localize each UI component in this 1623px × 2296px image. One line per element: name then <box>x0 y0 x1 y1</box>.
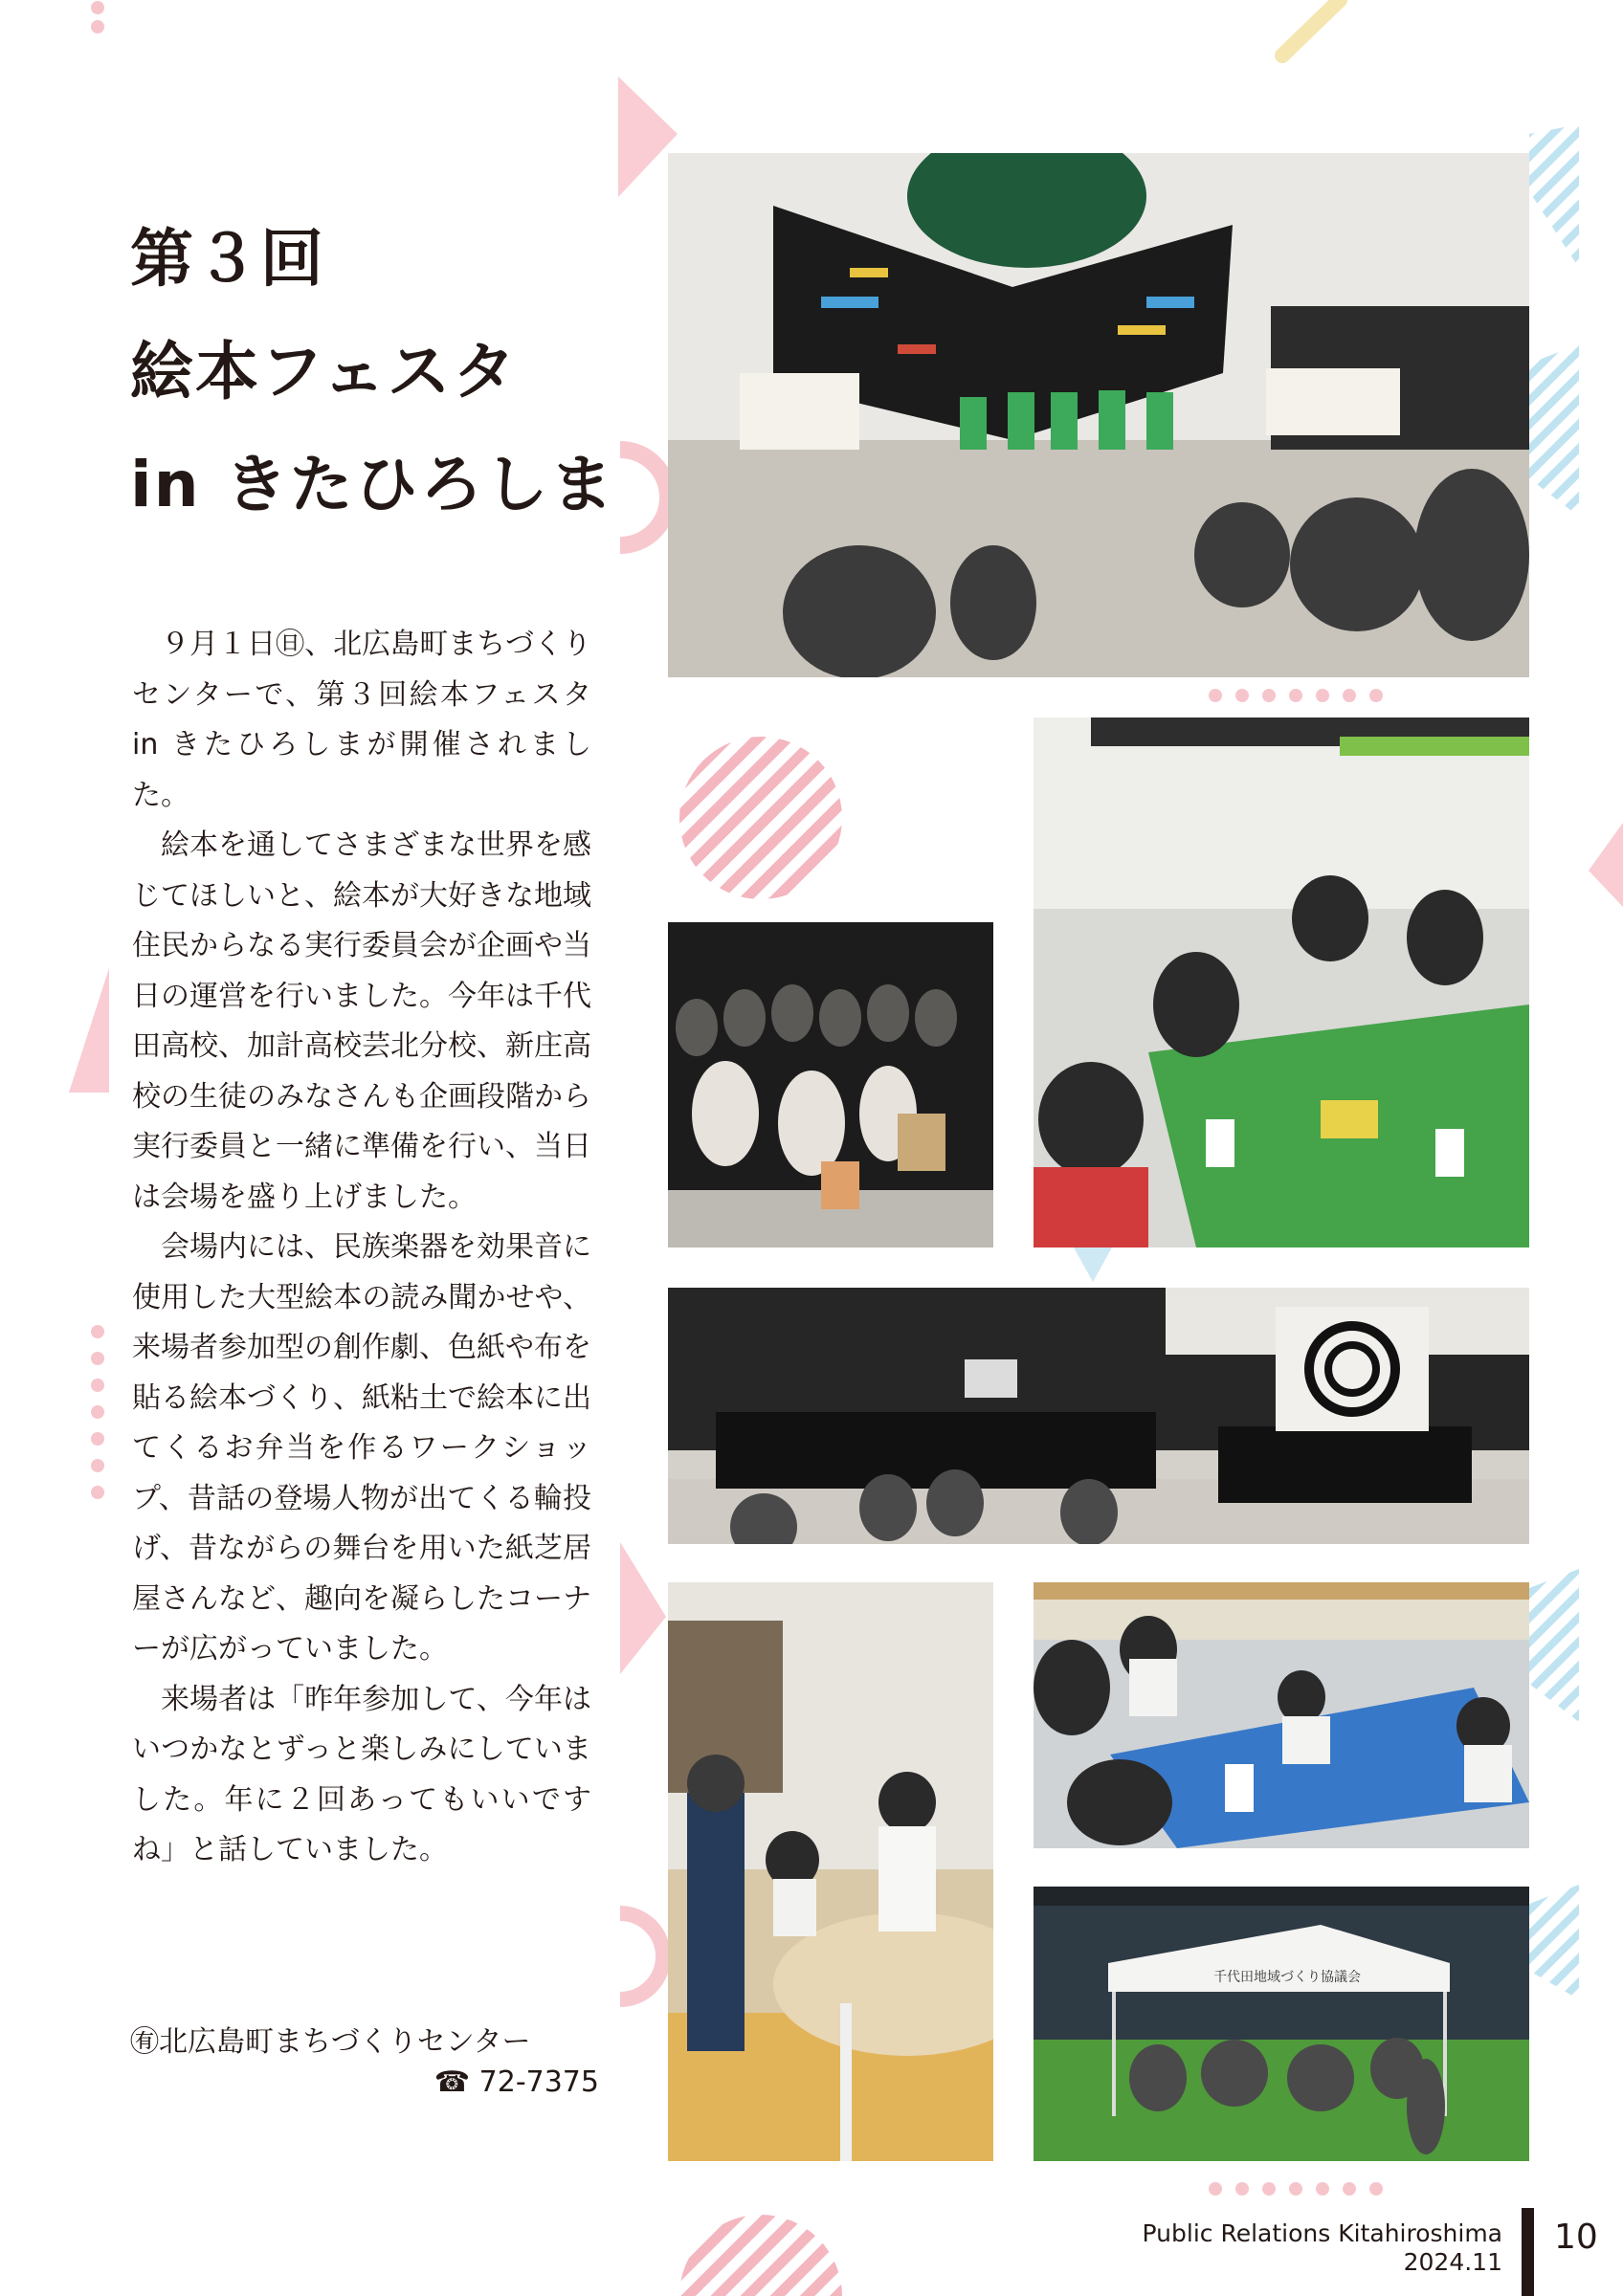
deco-dot <box>91 20 104 33</box>
deco-dot <box>91 1 104 14</box>
deco-yellow-stroke <box>1282 0 1340 55</box>
photo-musical-reading <box>668 1288 1529 1544</box>
photo-children-crafting <box>1034 1582 1529 1848</box>
article-body <box>132 620 591 1876</box>
paragraph: 来場者は「昨年参加して、今年はいつかなとずっと楽しみにしていました。年に２回あってもいいですね」と話していました。 <box>132 1682 591 1866</box>
deco-pink-ring <box>620 1913 663 1999</box>
deco-dots-column <box>91 1325 104 1499</box>
photo-clay-workshop <box>668 1582 993 2161</box>
title-line: 第３回 <box>130 222 325 296</box>
page-footer <box>1143 2219 1502 2277</box>
footer-divider <box>1522 2208 1534 2296</box>
page-number: 10 <box>1554 2218 1598 2257</box>
deco-dots-row <box>1209 2182 1383 2196</box>
title-line: 絵本フェスタ <box>130 335 518 408</box>
deco-pink-triangle <box>69 968 109 1093</box>
issue-date: 2024.11 <box>1403 2248 1502 2276</box>
deco-pink-triangle <box>620 1542 666 1674</box>
photo-stage-performance <box>668 153 1529 677</box>
deco-pink-triangle <box>1589 823 1623 907</box>
contact-label: ㊒北広島町まちづくりセンター <box>130 2025 531 2059</box>
paragraph: ９月１日㊐、北広島町まちづくりセンターで、第３回絵本フェスタ in きたひろしまが開催されました。 <box>132 628 591 812</box>
deco-blue-shape <box>1074 1247 1112 1282</box>
article-title <box>130 203 628 541</box>
publication-name: Public Relations Kitahiroshima <box>1142 2219 1502 2247</box>
photo-outdoor-tent <box>1034 1887 1529 2161</box>
deco-pink-striped-circle <box>679 2215 842 2296</box>
contact-info <box>130 2022 599 2103</box>
contact-phone: ☎ 72-7375 <box>434 2065 599 2099</box>
deco-pink-striped-circle <box>679 737 842 899</box>
deco-blue-stripes <box>1529 1885 1579 1999</box>
photo-craft-table <box>1034 718 1529 1247</box>
paragraph: 絵本を通してさまざまな世界を感じてほしいと、絵本が大好きな地域住民からなる実行委員会が企画や当日の運営を行いました。今年は千代田高校、加計高校芸北分校、新庄高校の生徒のみなさんも企画段階から実行委員と一緒に準備を行い、当日は会場を盛り上げました。 <box>132 828 591 1214</box>
deco-blue-stripes <box>1529 124 1579 268</box>
paragraph: 会場内には、民族楽器を効果音に使用した大型絵本の読み聞かせや、来場者参加型の創作劇、色紙や布を貼る絵本づくり、紙粘土で絵本に出てくるお弁当を作るワークショップ、昔話の登場人物が出てくる輪投げ、昔ながらの舞台を用いた紙芝居屋さんなど、趣向を凝らしたコーナーが広がっていました。 <box>132 1230 591 1666</box>
tent-banner-text: 千代田地域づくり協議会 <box>1213 1970 1361 1985</box>
title-line: in きたひろしま <box>130 448 615 521</box>
deco-blue-stripes <box>1529 344 1579 517</box>
deco-dots-row <box>1209 689 1383 702</box>
deco-blue-stripes <box>1529 1569 1579 1722</box>
photo-audience <box>668 922 993 1247</box>
